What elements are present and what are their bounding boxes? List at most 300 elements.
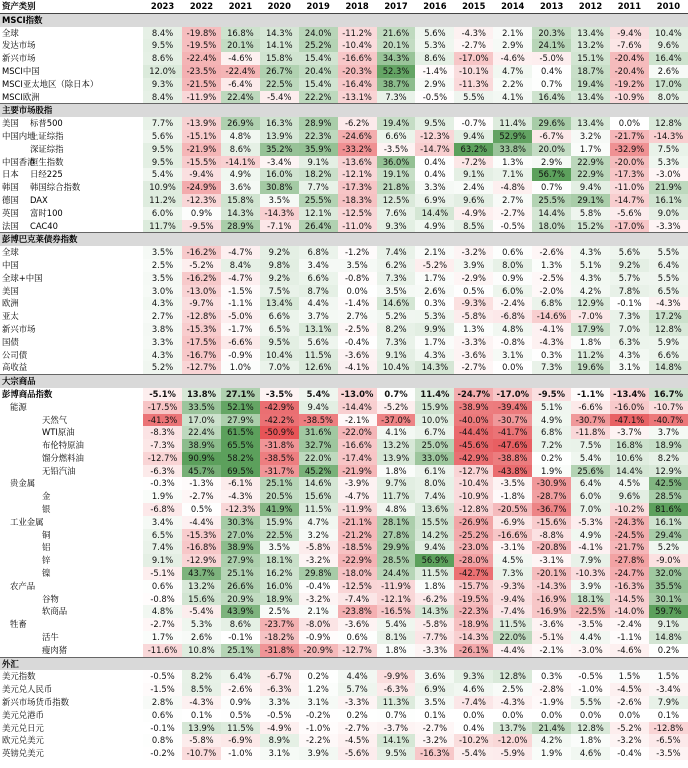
return-cell: 7.0% — [260, 361, 299, 374]
return-cell: -22.5% — [571, 605, 610, 618]
return-cell: -20.3% — [338, 65, 377, 78]
return-cell: 3.9% — [571, 580, 610, 593]
return-cell: 29.6% — [532, 117, 571, 130]
asset-label-cell — [0, 631, 143, 644]
return-cell: -9.4% — [182, 168, 221, 181]
return-cell: -4.3% — [493, 696, 532, 709]
return-cell: -21.5% — [182, 78, 221, 91]
return-cell: 61.5% — [221, 426, 260, 439]
return-cell: 2.5% — [260, 605, 299, 618]
return-cell: 13.9% — [377, 452, 416, 465]
return-cell: 52.1% — [221, 401, 260, 414]
return-cell: -45.6% — [454, 439, 493, 452]
year-header: 2010 — [649, 0, 688, 13]
asset-row — [0, 336, 688, 349]
return-cell: 33.5% — [182, 401, 221, 414]
return-cell: 7.5% — [260, 285, 299, 298]
asset-name: 全球 — [2, 27, 19, 38]
asset-label-cell — [0, 605, 143, 618]
return-cell: -10.2% — [610, 503, 649, 516]
return-cell: 5.2% — [377, 310, 416, 323]
return-cell: 1.3% — [532, 259, 571, 272]
asset-name: 贵金属 — [10, 478, 36, 489]
asset-name: 德国 — [2, 194, 19, 205]
asset-name: 美元兑日元 — [2, 722, 44, 733]
asset-row — [0, 683, 688, 696]
asset-name: 馏分燃料油 — [42, 452, 84, 463]
return-cell: 9.6% — [454, 194, 493, 207]
return-cell: -11.9% — [182, 91, 221, 104]
asset-name: 牲畜 — [10, 619, 27, 630]
return-cell: -44.4% — [454, 426, 493, 439]
return-cell: 7.3% — [377, 272, 416, 285]
return-cell: -18.3% — [338, 194, 377, 207]
return-cell: -4.6% — [610, 644, 649, 657]
return-cell: -2.0% — [532, 285, 571, 298]
return-cell: -0.8% — [143, 593, 182, 606]
return-cell: -3.2% — [610, 734, 649, 747]
asset-label-cell — [0, 388, 143, 401]
return-cell: -5.0% — [532, 52, 571, 65]
asset-label-cell — [0, 297, 143, 310]
return-cell: -10.9% — [610, 91, 649, 104]
return-cell: 6.6% — [260, 310, 299, 323]
return-cell: -0.4% — [338, 336, 377, 349]
return-cell: 11.5% — [299, 503, 338, 516]
return-cell: 3.8% — [143, 323, 182, 336]
asset-name: MSCI欧洲 — [2, 91, 40, 102]
return-cell: -1.9% — [532, 696, 571, 709]
asset-name: 新兴市场货币指数 — [2, 697, 69, 708]
return-cell: 7.4% — [377, 246, 416, 259]
index-name: DAX — [30, 194, 48, 205]
year-header: 2022 — [182, 0, 221, 13]
return-cell: 22.5% — [260, 529, 299, 542]
return-cell: -27.8% — [610, 554, 649, 567]
asset-name: 新兴市场 — [2, 53, 36, 64]
return-cell: -15.3% — [182, 323, 221, 336]
return-cell: 8.2% — [649, 452, 688, 465]
asset-name: 美元兑港币 — [2, 709, 44, 720]
return-cell: 14.3% — [260, 27, 299, 40]
return-cell: -50.9% — [260, 426, 299, 439]
return-cell: 14.2% — [415, 529, 454, 542]
return-cell: 1.8% — [377, 465, 416, 478]
return-cell: -21.7% — [610, 130, 649, 143]
return-cell: -31.8% — [260, 439, 299, 452]
return-cell: -6.2% — [415, 593, 454, 606]
return-cell: -3.5% — [260, 388, 299, 401]
year-header: 2019 — [299, 0, 338, 13]
return-cell: 4.3% — [571, 246, 610, 259]
return-cell: 7.3% — [532, 361, 571, 374]
return-cell: 35.5% — [649, 580, 688, 593]
return-cell: 4.9% — [221, 168, 260, 181]
asset-label-cell — [0, 310, 143, 323]
return-cell: 9.1% — [299, 156, 338, 169]
return-cell: 7.3% — [377, 336, 416, 349]
return-cell: -19.5% — [454, 593, 493, 606]
asset-label-cell — [0, 747, 143, 760]
return-cell: 5.7% — [338, 683, 377, 696]
return-cell: 11.5% — [299, 349, 338, 362]
asset-row — [0, 156, 688, 169]
asset-name: 新兴市场 — [2, 323, 36, 334]
return-cell: 14.3% — [415, 361, 454, 374]
return-cell: -2.9% — [454, 272, 493, 285]
return-cell: -11.9% — [377, 580, 416, 593]
asset-label-cell — [0, 194, 143, 207]
asset-label-cell — [0, 272, 143, 285]
asset-label-cell — [0, 670, 143, 683]
return-cell: -6.6% — [221, 336, 260, 349]
return-cell: 4.8% — [143, 605, 182, 618]
return-cell: 16.4% — [649, 52, 688, 65]
return-cell: 20.9% — [221, 593, 260, 606]
return-cell: 7.2% — [532, 439, 571, 452]
asset-row — [0, 285, 688, 298]
return-cell: 29.8% — [299, 567, 338, 580]
return-cell: 12.9% — [649, 465, 688, 478]
return-cell: -12.3% — [415, 130, 454, 143]
asset-row — [0, 259, 688, 272]
return-cell: -12.1% — [338, 168, 377, 181]
return-cell: 18.9% — [260, 593, 299, 606]
return-cell: -6.8% — [493, 310, 532, 323]
asset-name: 欧元兑美元 — [2, 735, 44, 746]
return-cell: -12.7% — [182, 361, 221, 374]
section-title: 大宗商品 — [0, 375, 688, 388]
return-cell: -12.7% — [143, 452, 182, 465]
asset-label-cell — [0, 465, 143, 478]
return-cell: 63.2% — [454, 143, 493, 156]
return-cell: -1.1% — [221, 297, 260, 310]
asset-row — [0, 401, 688, 414]
return-cell: 18.7% — [571, 65, 610, 78]
return-cell: 8.9% — [260, 734, 299, 747]
return-cell: 2.4% — [454, 181, 493, 194]
return-cell: 28.5% — [649, 490, 688, 503]
return-cell: 0.9% — [182, 207, 221, 220]
return-cell: 0.7% — [377, 709, 416, 722]
return-cell: -14.5% — [610, 593, 649, 606]
asset-row — [0, 516, 688, 529]
return-cell: -7.4% — [338, 593, 377, 606]
return-cell: -18.2% — [260, 631, 299, 644]
asset-name: 美元指数 — [2, 671, 36, 682]
return-cell: -20.4% — [610, 65, 649, 78]
return-cell: -26.9% — [454, 516, 493, 529]
asset-row — [0, 143, 688, 156]
section-header-row — [0, 104, 688, 117]
return-cell: 9.9% — [415, 323, 454, 336]
return-cell: 1.7% — [415, 272, 454, 285]
asset-name: 英镑兑美元 — [2, 748, 44, 759]
return-cell: 90.9% — [182, 452, 221, 465]
return-cell: -10.7% — [649, 401, 688, 414]
return-cell: 2.5% — [143, 259, 182, 272]
return-cell: -4.1% — [571, 541, 610, 554]
return-cell: 5.9% — [649, 336, 688, 349]
return-cell: 4.3% — [415, 349, 454, 362]
return-cell: -22.9% — [338, 554, 377, 567]
return-cell: 5.3% — [182, 618, 221, 631]
return-cell: -21.2% — [338, 529, 377, 542]
return-cell: -3.3% — [454, 336, 493, 349]
return-cell: 18.1% — [571, 593, 610, 606]
return-cell: 4.2% — [571, 285, 610, 298]
return-cell: -14.7% — [610, 194, 649, 207]
return-cell: 8.6% — [221, 618, 260, 631]
return-cell: 16.2% — [260, 567, 299, 580]
return-cell: 3.3% — [143, 336, 182, 349]
return-cell: -10.4% — [338, 39, 377, 52]
return-cell: 38.9% — [182, 439, 221, 452]
return-cell: 7.6% — [377, 207, 416, 220]
return-cell: 7.4% — [415, 490, 454, 503]
return-cell: 6.9% — [415, 683, 454, 696]
return-cell: -12.0% — [493, 734, 532, 747]
asset-label-cell — [0, 401, 143, 414]
return-cell: -1.0% — [571, 683, 610, 696]
asset-row — [0, 130, 688, 143]
return-cell: 3.1% — [493, 349, 532, 362]
return-cell: 17.9% — [571, 323, 610, 336]
return-cell: 5.8% — [571, 207, 610, 220]
return-cell: -6.9% — [221, 734, 260, 747]
return-cell: -13.4% — [610, 388, 649, 401]
year-header: 2016 — [415, 0, 454, 13]
return-cell: 12.8% — [571, 722, 610, 735]
return-cell: 6.0% — [143, 207, 182, 220]
return-cell: -0.4% — [299, 580, 338, 593]
return-cell: 30.8% — [260, 181, 299, 194]
asset-label-cell — [0, 452, 143, 465]
return-cell: 9.3% — [454, 670, 493, 683]
year-header: 2012 — [571, 0, 610, 13]
return-cell: 27.0% — [221, 529, 260, 542]
return-cell: 5.4% — [299, 388, 338, 401]
asset-row — [0, 246, 688, 259]
return-cell: 21.9% — [649, 181, 688, 194]
return-cell: 11.7% — [143, 220, 182, 233]
asset-label-cell — [0, 259, 143, 272]
return-cell: 4.6% — [571, 747, 610, 760]
return-cell: -12.7% — [454, 465, 493, 478]
return-cell: 19.6% — [571, 361, 610, 374]
return-cell: -13.6% — [338, 156, 377, 169]
return-cell: -26.1% — [454, 644, 493, 657]
return-cell: -9.7% — [182, 297, 221, 310]
return-cell: 16.3% — [260, 117, 299, 130]
return-cell: -22.3% — [454, 605, 493, 618]
return-cell: 20.3% — [532, 27, 571, 40]
return-cell: 5.2% — [143, 361, 182, 374]
asset-row — [0, 91, 688, 104]
return-cell: 4.1% — [493, 91, 532, 104]
return-cell: 15.9% — [415, 401, 454, 414]
return-cell: 5.6% — [610, 246, 649, 259]
return-cell: 8.1% — [377, 631, 416, 644]
return-cell: 0.7% — [532, 78, 571, 91]
return-cell: -6.5% — [649, 734, 688, 747]
asset-row — [0, 414, 688, 427]
return-cell: 2.9% — [532, 156, 571, 169]
return-cell: -1.5% — [143, 683, 182, 696]
return-cell: 7.5% — [649, 143, 688, 156]
return-cell: -14.3% — [260, 207, 299, 220]
asset-row — [0, 207, 688, 220]
return-cell: -1.2% — [338, 246, 377, 259]
return-cell: -1.4% — [338, 297, 377, 310]
return-cell: 0.4% — [454, 722, 493, 735]
return-cell: 9.2% — [260, 246, 299, 259]
return-cell: -11.8% — [571, 426, 610, 439]
return-cell: 7.8% — [610, 285, 649, 298]
return-cell: -2.6% — [221, 683, 260, 696]
return-cell: 13.9% — [260, 130, 299, 143]
return-cell: 15.8% — [260, 52, 299, 65]
return-cell: 9.1% — [377, 349, 416, 362]
return-cell: 6.6% — [299, 272, 338, 285]
return-cell: 11.5% — [415, 567, 454, 580]
asset-label-cell — [0, 709, 143, 722]
return-cell: 1.5% — [610, 670, 649, 683]
return-cell: -0.2% — [143, 747, 182, 760]
asset-row — [0, 709, 688, 722]
return-cell: -4.9% — [260, 722, 299, 735]
return-cell: 15.6% — [182, 593, 221, 606]
return-cell: -19.8% — [182, 27, 221, 40]
asset-row — [0, 734, 688, 747]
return-cell: -13.1% — [338, 91, 377, 104]
return-cell: 2.7% — [493, 194, 532, 207]
return-cell: 9.2% — [610, 259, 649, 272]
return-cell: -4.9% — [454, 207, 493, 220]
year-header: 2021 — [221, 0, 260, 13]
asset-row — [0, 297, 688, 310]
return-cell: -2.7% — [493, 207, 532, 220]
return-cell: 20.1% — [377, 39, 416, 52]
return-cell: -2.7% — [415, 722, 454, 735]
asset-label-cell — [0, 490, 143, 503]
return-cell: 16.1% — [649, 516, 688, 529]
return-cell: -47.1% — [610, 414, 649, 427]
return-cell: 0.0% — [493, 361, 532, 374]
return-cell: 0.5% — [221, 709, 260, 722]
return-cell: 4.5% — [493, 554, 532, 567]
return-cell: -21.9% — [182, 143, 221, 156]
return-cell: 56.7% — [532, 168, 571, 181]
return-cell: 25.1% — [260, 477, 299, 490]
return-cell: -12.3% — [221, 503, 260, 516]
return-cell: 3.5% — [260, 194, 299, 207]
return-cell: -5.1% — [143, 567, 182, 580]
return-cell: 19.4% — [377, 117, 416, 130]
section-header-row — [0, 13, 688, 26]
asset-name: 高收益 — [2, 362, 28, 373]
return-cell: 7.7% — [299, 181, 338, 194]
return-cell: 9.4% — [299, 401, 338, 414]
index-name: 恒生指数 — [30, 156, 64, 167]
return-cell: -42.7% — [454, 567, 493, 580]
asset-row — [0, 696, 688, 709]
asset-label-cell — [0, 78, 143, 91]
return-cell: 0.8% — [143, 734, 182, 747]
return-cell: 13.2% — [571, 39, 610, 52]
return-cell: -5.4% — [260, 91, 299, 104]
return-cell: 3.5% — [415, 696, 454, 709]
return-cell: 15.8% — [221, 194, 260, 207]
asset-name: 布伦特原油 — [42, 440, 84, 451]
return-cell: 9.7% — [377, 477, 416, 490]
return-cell: 2.1% — [493, 27, 532, 40]
return-cell: -5.4% — [182, 605, 221, 618]
return-cell: 11.4% — [415, 388, 454, 401]
return-cell: 0.0% — [610, 117, 649, 130]
return-cell: -2.7% — [454, 361, 493, 374]
return-cell: -3.6% — [338, 349, 377, 362]
return-cell: -3.2% — [299, 593, 338, 606]
return-cell: 3.9% — [299, 747, 338, 760]
return-cell: 9.5% — [143, 143, 182, 156]
asset-name: 天然气 — [42, 414, 68, 425]
return-cell: 4.6% — [454, 683, 493, 696]
return-cell: 0.6% — [143, 580, 182, 593]
return-cell: 14.6% — [377, 297, 416, 310]
return-cell: -0.5% — [493, 220, 532, 233]
return-cell: 1.2% — [299, 683, 338, 696]
return-cell: 5.4% — [571, 452, 610, 465]
return-cell: 2.6% — [182, 631, 221, 644]
return-cell: -39.4% — [493, 401, 532, 414]
return-cell: 3.5% — [377, 285, 416, 298]
return-cell: 9.1% — [454, 168, 493, 181]
return-cell: 7.7% — [143, 117, 182, 130]
return-cell: -24.6% — [338, 130, 377, 143]
return-cell: 0.7% — [532, 181, 571, 194]
return-cell: -24.5% — [610, 529, 649, 542]
return-cell: -11.2% — [338, 27, 377, 40]
asset-name: 活牛 — [42, 632, 59, 643]
return-cell: -2.7% — [454, 39, 493, 52]
return-cell: -22.4% — [221, 65, 260, 78]
return-cell: 13.4% — [571, 91, 610, 104]
year-header: 2020 — [260, 0, 299, 13]
return-cell: 11.7% — [377, 490, 416, 503]
return-cell: 8.0% — [493, 259, 532, 272]
return-cell: 14.4% — [415, 207, 454, 220]
asset-name: 瘦肉猪 — [42, 644, 68, 655]
asset-row — [0, 554, 688, 567]
return-cell: 69.5% — [221, 465, 260, 478]
asset-label-cell — [0, 696, 143, 709]
return-cell: 9.5% — [415, 117, 454, 130]
return-cell: 6.8% — [532, 297, 571, 310]
return-cell: 8.6% — [415, 52, 454, 65]
asset-label-cell — [0, 65, 143, 78]
return-cell: 14.4% — [532, 207, 571, 220]
return-cell: 2.9% — [415, 78, 454, 91]
return-cell: -6.2% — [338, 117, 377, 130]
asset-label-cell — [0, 503, 143, 516]
return-cell: 31.6% — [299, 426, 338, 439]
return-cell: 4.1% — [377, 426, 416, 439]
return-cell: 3.6% — [221, 181, 260, 194]
return-cell: -3.4% — [260, 156, 299, 169]
return-cell: -36.7% — [532, 503, 571, 516]
return-cell: 2.6% — [649, 65, 688, 78]
